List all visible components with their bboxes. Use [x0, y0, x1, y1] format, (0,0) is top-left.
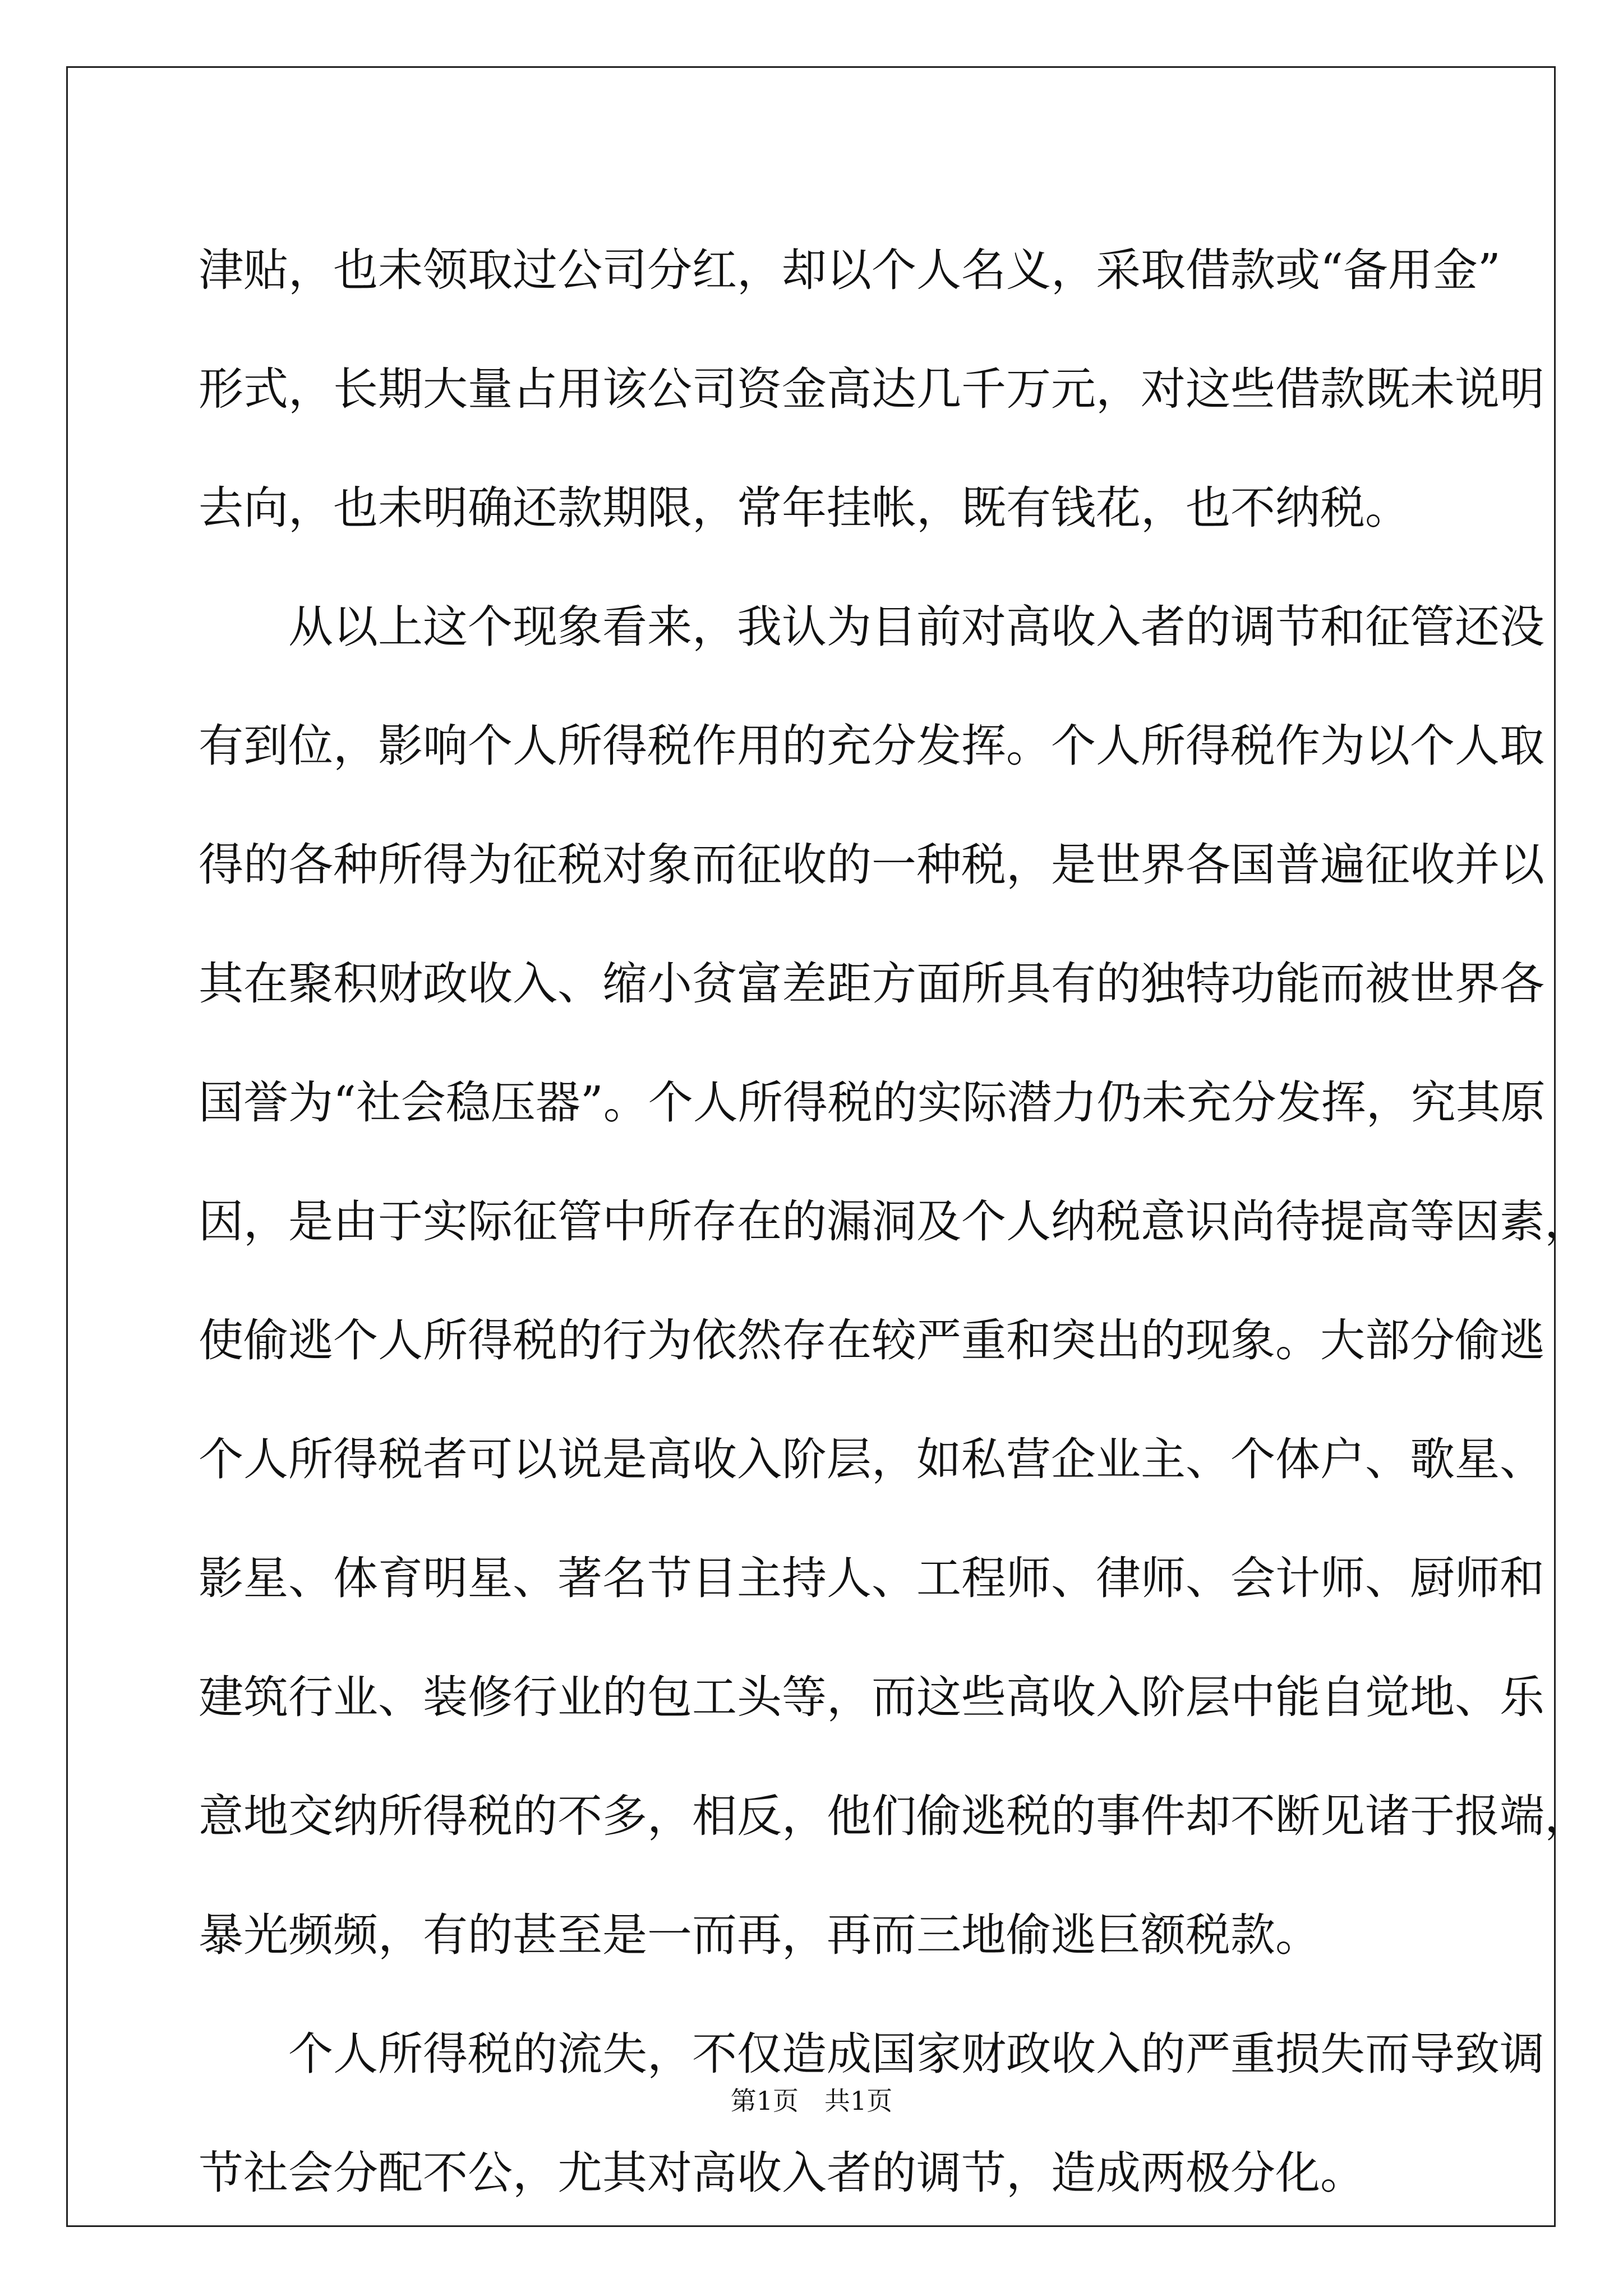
text-line: 去向，也未明确还款期限，常年挂帐，既有钱花，也不纳税。 — [199, 482, 1410, 534]
page-total: 共1页 — [824, 2086, 893, 2116]
text-line: 意地交纳所得税的不多，相反，他们偷逃税的事件却不断见诸于报端， — [199, 1790, 1589, 1842]
text-line: 得的各种所得为征税对象而征收的一种税，是世界各国普遍征收并以 — [199, 839, 1544, 891]
text-line: 建筑行业、装修行业的包工头等，而这些高收入阶层中能自觉地、乐 — [199, 1671, 1544, 1723]
page-footer — [0, 2084, 1623, 2118]
text-line: 国誉为“社会稳压器”。个人所得税的实际潜力仍未充分发挥，究其原 — [199, 1076, 1546, 1129]
text-line: 影星、体育明星、著名节目主持人、工程师、律师、会计师、厨师和 — [199, 1552, 1544, 1604]
text-line: 节社会分配不公，尤其对高收入者的调节，造成两极分化。 — [199, 2147, 1365, 2199]
text-line: 从以上这个现象看来，我认为目前对高收入者的调节和征管还没 — [288, 601, 1544, 653]
text-line: 因，是由于实际征管中所存在的漏洞及个人纳税意识尚待提高等因素， — [199, 1195, 1589, 1248]
text-line: 个人所得税的流失，不仅造成国家财政收入的严重损失而导致调 — [288, 2028, 1544, 2080]
text-line: 有到位，影响个人所得税作用的充分发挥。个人所得税作为以个人取 — [199, 720, 1544, 772]
text-line: 个人所得税者可以说是高收入阶层，如私营企业主、个体户、歌星、 — [199, 1433, 1544, 1485]
text-line: 暴光频频，有的甚至是一而再，再而三地偷逃巨额税款。 — [199, 1909, 1320, 1961]
document-body — [199, 211, 1589, 2233]
text-line: 使偷逃个人所得税的行为依然存在较严重和突出的现象。大部分偷逃 — [199, 1314, 1544, 1366]
text-line: 形式，长期大量占用该公司资金高达几千万元，对这些借款既未说明 — [199, 363, 1544, 415]
page-number: 第1页 — [730, 2086, 799, 2116]
text-line: 其在聚积财政收入、缩小贫富差距方面所具有的独特功能而被世界各 — [199, 958, 1544, 1010]
text-line: 津贴，也未领取过公司分红，却以个人名义，采取借款或“备用金” — [199, 244, 1501, 296]
